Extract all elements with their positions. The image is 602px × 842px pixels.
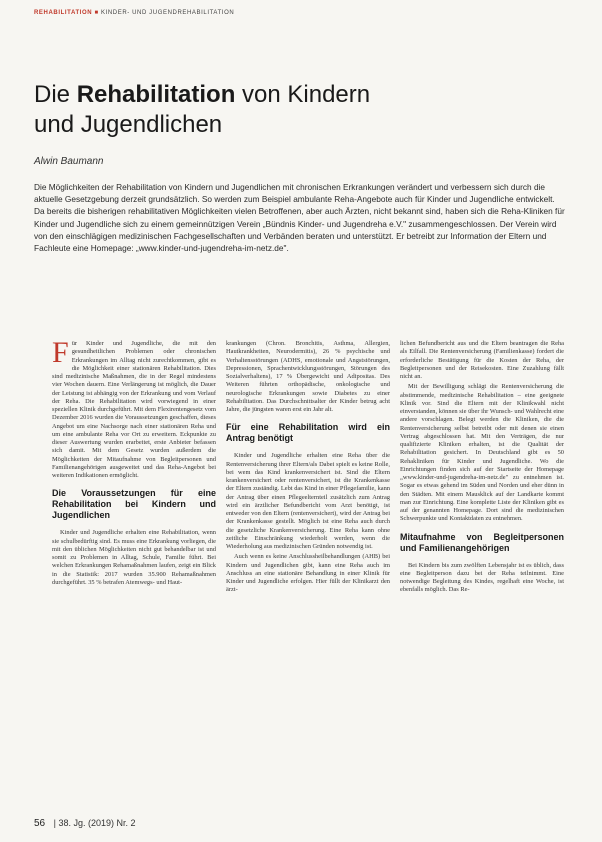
header-subtitle: KINDER- UND JUGENDREHABILITATION: [100, 10, 235, 16]
col3-heading: Mitaufnahme von Begleitpersonen und Familienangehörigen: [400, 531, 564, 553]
header-category: REHABILITATION: [34, 10, 93, 16]
issue-info: | 38. Jg. (2019) Nr. 2: [53, 818, 136, 828]
col2-paragraph-2: Kinder und Jugendliche erhalten eine Reha über die Rentenversicherung ihrer Eltern/als Dabei spielt es keine Rolle, bei wem das Kind krankenversichert ist. Sind die Eltern krankenversichert oder rentenversichert, ist die Krankenkasse der Eltern zuständig. Lebt das Kind in einer Pflegefamilie, kann der Antrag über einen Pflegeelternteil zusätzlich zum Antrag wird ein ärztlicher Befundbericht vom Arzt benötigt, ist entweder von den Eltern (rentenversichert), wird der Antrag bei der Krankenkasse gestellt. Möglich ist eine Reha auch durch die gesetzliche Krankenversicherung. Eine Reha kann ohne zeitliche Einschränkung wiederholt werden, wenn die Wiederholung aus medizinischen Gründen notwendig ist.: [226, 452, 390, 550]
header-separator: ■: [94, 10, 99, 16]
body-column-1: [52, 340, 216, 810]
col2-paragraph-1: krankungen (Chron. Bronchitis, Asthma, Allergien, Hautkrankheiten, Neurodermitis), 26 % psychische und Verhaltensstörungen (ADHS, emotionale und Angststörungen, Depressionen, Sprachentwicklungsstörungen, Störungen des Sozialverhaltens), 17 % Übergewicht und Adipositas. Des Weiteren führten orthopädische, onkologische und neurologische Erkrankungen sowie Diabetes zu einer Rehabilitation. Das Durchschnittsalter der Kinder betrug acht Jahre, die jüngsten waren erst ein Jahr alt.: [226, 340, 390, 413]
article-title: [34, 80, 554, 140]
article-body: [52, 340, 564, 810]
title-part-a: Die: [34, 81, 77, 108]
col1-paragraph-2: Kinder und Jugendliche erhalten eine Rehabilitation, wenn sie schulbedürftig sind. Es muss eine Erkrankung vorliegen, die mit den üblichen Möglichkeiten nicht gut behandelbar ist und somit zu Problemen in Alltag, Schule, Familie führt. Bei welchen Erkrankungen Rehamaßnahmen laufen, zeigt ein Blick in die Statistik: 2017 wurden 35.900 Rehamaßnahmen durchgeführt. 35 % betrafen Atemwegs- und Haut-: [52, 529, 216, 586]
page-number: 56: [34, 818, 46, 829]
col3-paragraph-1: lichen Befundbericht aus und die Eltern beantragen die Reha als Eilfall. Die Rentenversicherung (Familienkasse) fordert die erforderliche Bestätigung für die Kosten der Reha, der Begleitpersonen und der Reisekosten. Eine Zuzahlung fällt nicht an.: [400, 340, 564, 380]
title-part-b: von Kindern: [235, 81, 371, 108]
page-footer: [34, 818, 136, 829]
col2-paragraph-3: Auch wenn es keine Anschlussheilbehandlungen (AHB) bei Kindern und Jugendlichen gibt, kann eine Reha auch im Anschluss an eine stationäre Behandlung in einer Klinik für Kinder und Jugendliche erfolgen. Hier füllt der Klinikarzt den ärzt-: [226, 553, 390, 594]
col3-paragraph-2: Mit der Bewilligung schlägt die Rentenversicherung die abstimmende, medizinische Rehabilitation – eine geeignete Klinik vor. Sind die Eltern mit der Klinikwahl nicht einverstanden, können sie über ihr Wunsch- und Wahlrecht eine andere vorschlagen. Belegt werden die Kliniken, die die Rentenversicherung selbst betreibt oder mit denen sie einen Vertrag abgeschlossen hat. Mit den Verträgen, die nur qualifizierte Kliniken erhalten, ist die Qualität der Rehabilitation gesichert. In Deutschland gibt es 50 Rehakliniken für Kinder und Jugendliche. Wo die Einrichtungen finden sich auf der Startseite der Homepage „www.kinder-und-jugendreha-im-netz.de" zu entnehmen ist. Sogar es etwas gehend im Süden und Norden und eher dünn in den Städten. Mit einem Mausklick auf der Landkarte kommt man zur Einrichtung. Eine komplette Liste der Kliniken gibt es auf der genannten Homepage. Dort sind die medizinischen Schwerpunkte und Kontaktdaten zu entnehmen.: [400, 383, 564, 523]
title-bold-word: Rehabilitation: [76, 81, 236, 108]
running-header: [34, 10, 574, 16]
article-lead: Die Möglichkeiten der Rehabilitation von Kindern und Jugendlichen mit chronischen Erkrankungen verändert und verbessern sich durch die aktuelle Gesetzgebung derzeit grundsätzlich. So werden zum Beispiel ambulante Reha-Angebote auch für Kinder und Jugendliche entwickelt. Da bereits die bisherigen rehabilitativen Möglichkeiten vielen Betroffenen, aber auch Ärzten, nicht bekannt sind, haben sich die Reha-Kliniken für Kinder und Jugendliche sich zu einem gemeinnützigen Verein „Bündnis Kinder- und Jugendreha e.V." zusammengeschlossen. Der Verein wird von den einschlägigen medizinischen Fachgesellschaften und Verbänden beraten und unterstützt. Er betreibt zur Information der Eltern und Fachleute eine Homepage: „www.kinder-und-jugendreha-im-netz.de".: [34, 182, 565, 254]
col3-paragraph-3: Bei Kindern bis zum zwölften Lebensjahr ist es üblich, dass eine Begleitperson dazu bei der Reha teilnimmt. Eine notwendige Begleitung des Kindes, regelhaft eine Woche, ist ebenfalls möglich. Das Re-: [400, 561, 564, 594]
col1-heading: Die Voraussetzungen für eine Rehabilitation bei Kindern und Jugendlichen: [52, 488, 216, 521]
col2-heading: Für eine Rehabilitation wird ein Antrag benötigt: [226, 422, 390, 444]
col1-paragraph-1: ür Kinder und Jugendliche, die mit den gesundheitlichen Problemen oder chronischen Erkrankungen im Alltag nicht zurechtkommen, gibt es die Möglichkeit einer stationären Rehabilitation. Dies sind medizinische Maßnahmen, die in der Regel mindestens vier Wochen dauern. Eine Verlängerung ist möglich, die Dauer der Leistung ist abhängig von der Erkrankung und vom Verlauf der Reha. Die Rehabilitation wird vorwiegend in einer speziellen Klinik durchgeführt. Mit dem Flexirentengesetz vom Dezember 2016 wurden die Voraussetzungen geschaffen, dieses Angebot um eine Nachsorge nach einer stationären Reha und um eine ambulante Reha vor Ort zu erweitern. Eckpunkte zu dieser Auswertung wurden erarbeitet, erste Anbieter befassen sich damit. Mit dem Gesetz wurden außerdem die Möglichkeiten der Mitaufnahme von Begleitpersonen und Familienangehörigen ausgeweitet und das Reha-Angebot bei weiteren Indikationen ermöglicht.: [52, 340, 216, 479]
body-column-3: [400, 340, 564, 810]
author-name: Alwin Baumann: [34, 156, 104, 167]
body-column-2: [226, 340, 390, 810]
drop-cap: F: [52, 340, 69, 369]
title-line-2: und Jugendlichen: [34, 111, 223, 138]
